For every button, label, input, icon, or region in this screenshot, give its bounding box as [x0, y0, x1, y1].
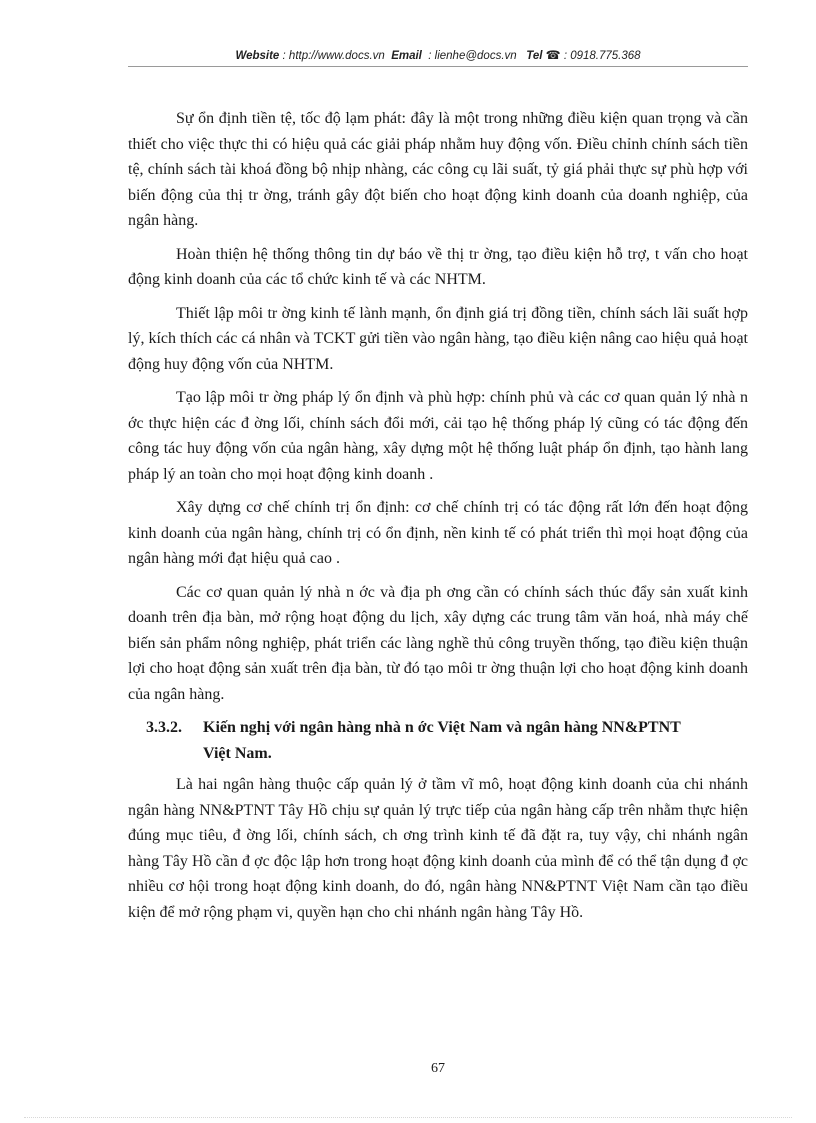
section-heading [128, 715, 748, 766]
email-value[interactable]: : lienhe@docs.vn [428, 50, 517, 62]
website-label: Website [235, 50, 280, 62]
paragraph: Tạo lập môi tr ờng pháp lý ổn định và phù hợp: chính phủ và các cơ quan quản lý nhà n ớc thực hiện các đ ờng lối, chính sách đổi mới, cải tạo hệ thống pháp lý cũng có tác động đến công tác huy động vốn của ngân hàng, xây dựng một hệ thống luật pháp ổn định, tạo hành lang pháp lý an toàn cho mọi hoạt động kinh doanh . [128, 389, 748, 483]
website-value[interactable]: : http://www.docs.vn [282, 50, 385, 62]
page-number: 67 [431, 1061, 445, 1076]
paragraph: Thiết lập môi tr ờng kinh tế lành mạnh, ổn định giá trị đồng tiền, chính sách lãi suất hợp lý, kích thích các cá nhân và TCKT gửi tiền vào ngân hàng, tạo điều kiện nâng cao hiệu quả hoạt động huy động vốn của NHTM. [128, 304, 748, 373]
paragraph: Các cơ quan quản lý nhà n ớc và địa ph ơng cần có chính sách thúc đẩy sản xuất kinh doanh trên địa bàn, mở rộng hoạt động du lịch, xây dựng các trung tâm văn hoá, nhà máy chế biến sản phẩm nông nghiệp, phát triển các làng nghề thủ công truyền thống, tạo điều kiện thuận lợi cho hoạt động sản xuất trên địa bàn, từ đó tạo môi tr ờng thuận lợi cho hoạt động kinh doanh của ngân hàng. [128, 583, 748, 703]
tel-label: Tel [526, 50, 543, 62]
tel-value: : 0918.775.368 [563, 50, 641, 62]
paragraph: Hoàn thiện hệ thống thông tin dự báo về thị tr ờng, tạo điều kiện hỗ trợ, t vấn cho hoạt động kinh doanh của các tổ chức kinh tế và các NHTM. [128, 245, 748, 288]
section-title-line2: Việt Nam. [203, 744, 272, 762]
header-rule [128, 66, 748, 67]
page-header [128, 48, 748, 62]
footer-dotted-line [24, 1117, 792, 1118]
section-title-line1: Kiến nghị với ngân hàng nhà n ớc Việt Nam và ngân hàng NN&PTNT [203, 719, 681, 736]
phone-icon: ☎ [545, 48, 561, 62]
email-label: Email [391, 50, 422, 62]
paragraph: Sự ổn định tiền tệ, tốc độ lạm phát: đây là một trong những điều kiện quan trọng và cần thiết cho việc thực thi có hiệu quả các giải pháp nhằm huy động vốn. Điều chỉnh chính sách tiền tệ, chính sách tài khoá đồng bộ nhịp nhàng, các công cụ lãi suất, tỷ giá phải thực sự phù hợp với biến động của thị tr ờng, tránh gây đột biến cho hoạt động kinh doanh của doanh nghiệp, của ngân hàng. [128, 110, 748, 229]
section-number: 3.3.2. [146, 719, 182, 736]
page-content [128, 106, 748, 933]
paragraph: Xây dựng cơ chế chính trị ổn định: cơ chế chính trị có tác động rất lớn đến hoạt động kinh doanh của ngân hàng, chính trị có ổn định, nền kinh tế có phát triển thì mọi hoạt động của ngân hàng mới đạt hiệu quả cao . [128, 499, 748, 567]
paragraph: Là hai ngân hàng thuộc cấp quản lý ở tầm vĩ mô, hoạt động kinh doanh của chi nhánh ngân hàng NN&PTNT Tây Hồ chịu sự quản lý trực tiếp của ngân hàng cấp trên nhằm thực hiện đúng mục tiêu, đ ờng lối, chính sách, ch ơng trình kinh tế đã đặt ra, tuy vậy, chi nhánh ngân hàng Tây Hồ cần đ ợc độc lập hơn trong hoạt động kinh doanh của mình để có thể tận dụng đ ợc nhiều cơ hội trong hoạt động kinh doanh, do đó, ngân hàng NN&PTNT Việt Nam cần tạo điều kiện để mở rộng phạm vi, quyền hạn cho chi nhánh ngân hàng Tây Hồ. [128, 776, 748, 921]
